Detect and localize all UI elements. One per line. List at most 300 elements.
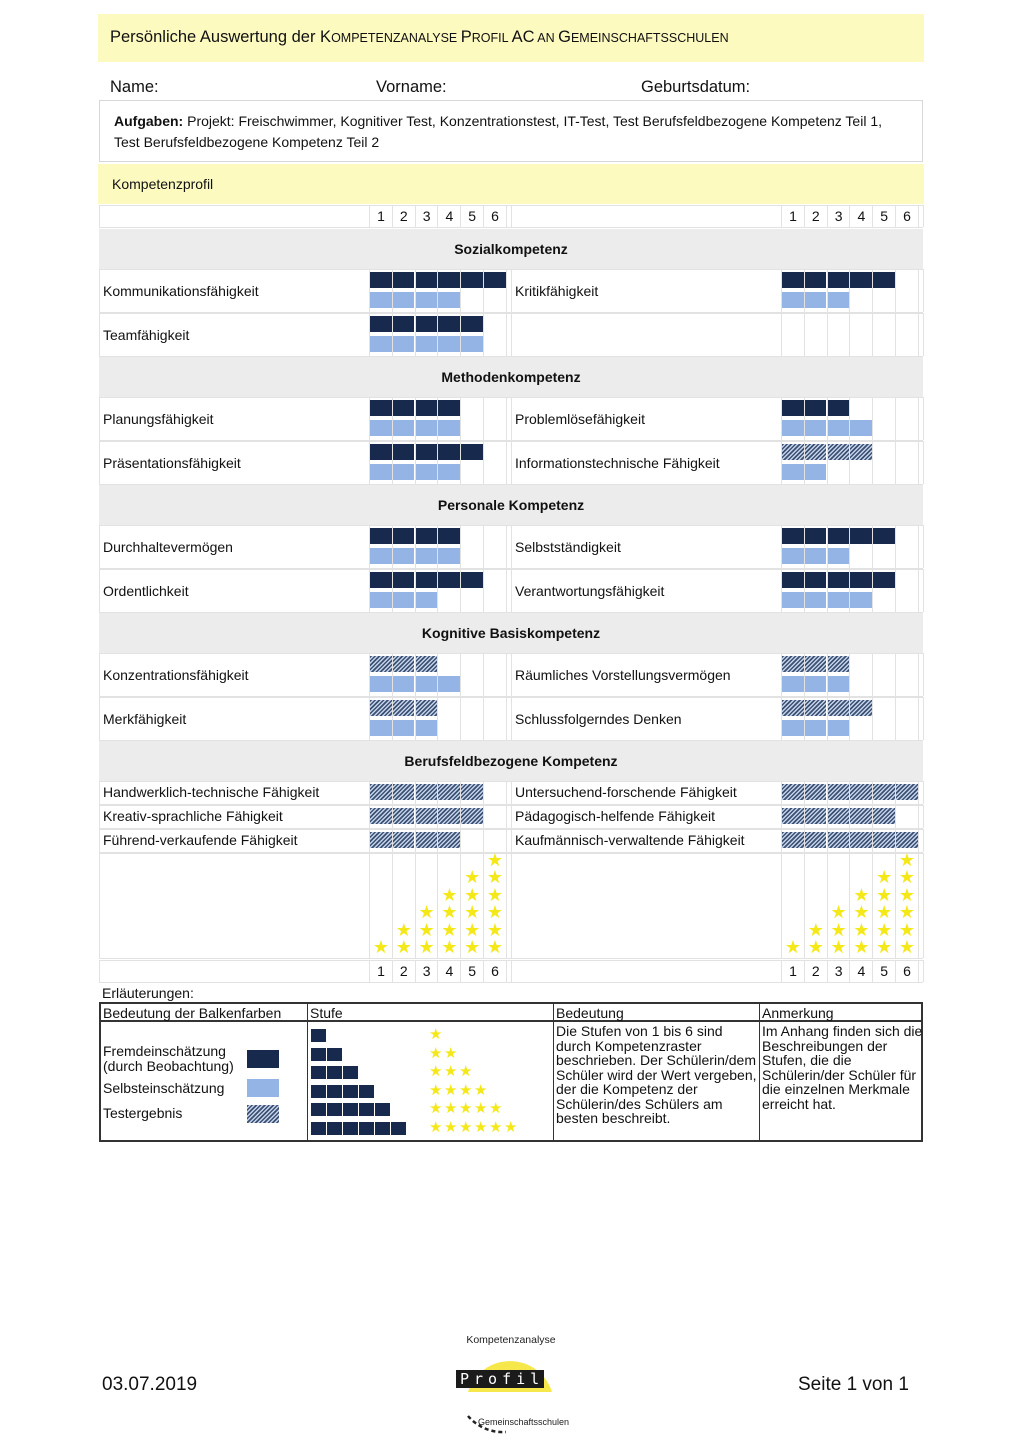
row-0-0-0-fremd-bar-3 xyxy=(416,272,438,288)
bf-row-0-0-test-bar-5 xyxy=(461,784,483,800)
row-0-0-0-fremd-bar-2 xyxy=(393,272,415,288)
bottom-right-scale-4: 4 xyxy=(857,963,866,979)
row-3-1-1-selbst-bar-1 xyxy=(782,720,804,736)
star-1-6-6: ★ xyxy=(898,849,916,870)
grid-line-v-251 xyxy=(923,960,924,982)
grid-line-v-78 xyxy=(99,441,100,484)
row-0-0-1-fremd-bar-3 xyxy=(828,272,850,288)
row-0-0-1-selbst-bar-2 xyxy=(805,292,827,308)
row-0-0-1-fremd-bar-2 xyxy=(805,272,827,288)
row-3-0-0-selbst-bar-2 xyxy=(393,676,415,692)
row-3-1-1-label: Schlussfolgerndes Denken xyxy=(515,710,682,727)
grid-line-v-56 xyxy=(918,313,919,356)
legend-stufe-block-2-0 xyxy=(311,1048,326,1061)
bf-row-0-1-test-bar-2 xyxy=(805,784,827,800)
row-3-0-1-selbst-bar-1 xyxy=(782,676,804,692)
legend-stufe-block-6-0 xyxy=(311,1122,326,1135)
grid-line-v-206 xyxy=(895,805,896,828)
star-1-5-4: ★ xyxy=(876,884,893,905)
row-3-1-0-label: Merkfähigkeit xyxy=(103,710,187,727)
row-0-0-0-fremd-bar-5 xyxy=(461,272,483,288)
legend-stufe-star-4-0: ★ xyxy=(429,1081,443,1099)
grid-line-v-93 xyxy=(506,441,507,484)
title-sc-big-1: P xyxy=(460,28,472,46)
grid-line-v-249 xyxy=(99,960,100,982)
grid-line-v-224 xyxy=(483,829,484,852)
legend-test-swatch xyxy=(247,1105,279,1123)
grid-line-v-36 xyxy=(506,269,507,312)
star-1-3-2: ★ xyxy=(830,919,847,940)
star-0-6-5: ★ xyxy=(486,867,504,887)
legend-stufe-star-5-4: ★ xyxy=(489,1100,503,1117)
legend-stufe-block-5-4 xyxy=(375,1103,390,1116)
row-3-0-1-selbst-bar-2 xyxy=(805,676,827,692)
row-2-1-1-fremd-bar-3 xyxy=(828,572,850,588)
row-0-0-0-selbst-bar-4 xyxy=(438,292,460,308)
bf-row-2-1-test-bar-2 xyxy=(805,832,827,848)
row-3-1-0-test-bar-2 xyxy=(393,700,415,716)
star-0-5-3: ★ xyxy=(464,902,481,922)
row-3-1-1-test-bar-4 xyxy=(850,700,872,716)
row-0-0-0-fremd-bar-1 xyxy=(370,272,392,288)
row-1-1-1-selbst-bar-1 xyxy=(782,464,804,480)
legend-col-stufe xyxy=(308,1004,554,1140)
bf-row-1-1-label: Pädagogisch-helfende Fähigkeit xyxy=(515,808,716,824)
legend-stufe-star-1-0: ★ xyxy=(429,1026,443,1043)
bf-row-0-1-label: Untersuchend-forschende Fähigkeit xyxy=(515,784,737,800)
row-2-0-0-selbst-bar-1 xyxy=(370,548,392,564)
legend-stufe-star-5-3: ★ xyxy=(474,1100,488,1117)
star-1-3-3: ★ xyxy=(830,902,847,922)
legend-stufe-star-4-1: ★ xyxy=(444,1081,458,1099)
star-0-6-6: ★ xyxy=(486,849,504,870)
legend-col-anmerkung xyxy=(760,1004,923,1140)
grid-line-v-155 xyxy=(511,697,512,740)
legend-title: Erläuterungen: xyxy=(102,985,194,1001)
legend-stufe-block-5-1 xyxy=(327,1103,342,1116)
row-3-0-0-selbst-bar-4 xyxy=(438,676,460,692)
row-2-1-1-selbst-bar-4 xyxy=(850,592,872,608)
grid-line-v-235 xyxy=(392,853,393,958)
row-2-1-0-fremd-bar-2 xyxy=(393,572,415,588)
bf-row-2-1-test-bar-4 xyxy=(850,832,872,848)
grid-line-v-240 xyxy=(849,853,850,958)
star-1-6-3: ★ xyxy=(898,902,916,922)
grid-line-v-186 xyxy=(483,781,484,804)
grid-line-v-98 xyxy=(511,525,512,568)
grid-line-v-192 xyxy=(99,805,100,828)
row-0-1-0-selbst-bar-3 xyxy=(416,336,438,352)
grid-line-v-42 xyxy=(923,313,924,356)
row-3-1-0-selbst-bar-3 xyxy=(416,720,438,736)
bf-row-1-1-test-bar-5 xyxy=(873,808,895,824)
row-0-0-1-selbst-bar-3 xyxy=(828,292,850,308)
star-0-4-3: ★ xyxy=(441,902,458,922)
grid-line-v-90 xyxy=(872,441,873,484)
grid-line-v-2 xyxy=(99,205,100,227)
bf-row-1-1-test-bar-4 xyxy=(850,808,872,824)
star-1-5-5: ★ xyxy=(876,867,893,887)
star-0-6-2: ★ xyxy=(486,919,504,940)
legend-fremd-swatch xyxy=(247,1050,279,1068)
legend-stufe-star-2-0: ★ xyxy=(429,1044,443,1062)
bottom-left-scale-2: 2 xyxy=(399,963,408,979)
legend-stufe-star-3-0: ★ xyxy=(429,1063,443,1080)
star-0-6-1: ★ xyxy=(486,937,504,957)
grid-line-v-40 xyxy=(99,313,100,356)
grid-line-v-145 xyxy=(849,653,850,696)
grid-line-v-112 xyxy=(506,525,507,568)
star-1-6-5: ★ xyxy=(898,867,916,887)
row-1-0-0-label: Planungsfähigkeit xyxy=(103,410,214,427)
grid-line-v-243 xyxy=(483,853,484,958)
logo-bottom-text: Gemeinschaftsschulen xyxy=(478,1417,570,1427)
legend-stufe-star-6-1: ★ xyxy=(444,1118,458,1136)
row-2-1-1-selbst-bar-1 xyxy=(782,592,804,608)
tasks-text: Projekt: Freischwimmer, Kognitiver Test, Konzentrationstest, IT-Test, Test Berufsfeldbezogene Kompetenz Teil 1, Test Berufsfeldbezogene Kompetenz Teil 2 xyxy=(114,113,882,150)
row-3-0-1-label: Räumliches Vorstellungsvermögen xyxy=(515,666,731,683)
legend-stufe-block-3-2 xyxy=(343,1066,358,1079)
grid-line-v-116 xyxy=(99,569,100,612)
grid-line-v-37 xyxy=(918,269,919,312)
grid-line-v-60 xyxy=(511,397,512,440)
profil-ac-logo xyxy=(446,1330,576,1440)
row-2-0-0-selbst-bar-2 xyxy=(393,548,415,564)
legend-stufe-block-2-1 xyxy=(327,1048,342,1061)
star-1-2-2: ★ xyxy=(807,919,824,940)
title-band xyxy=(98,14,924,62)
bottom-left-scale-4: 4 xyxy=(445,963,454,979)
row-0-0-0-selbst-bar-1 xyxy=(370,292,392,308)
star-1-6-1: ★ xyxy=(898,937,916,957)
bf-row-1-0-test-bar-4 xyxy=(438,808,460,824)
row-0-1-0-selbst-bar-2 xyxy=(393,336,415,352)
bottom-right-scale-1: 1 xyxy=(789,963,797,979)
grid-line-v-242 xyxy=(872,853,873,958)
grid-line-v-149 xyxy=(895,653,896,696)
grid-line-v-130 xyxy=(895,569,896,612)
star-0-4-1: ★ xyxy=(441,937,458,957)
grid-line-v-146 xyxy=(460,653,461,696)
bf-row-0-0-test-bar-4 xyxy=(438,784,460,800)
grid-line-h-229 xyxy=(99,958,923,959)
bottom-right-scale-6: 6 xyxy=(903,963,911,979)
row-1-0-0-fremd-bar-4 xyxy=(438,400,460,416)
row-2-1-1-fremd-bar-1 xyxy=(782,572,804,588)
page-title xyxy=(110,28,729,47)
legend-stufe-block-4-0 xyxy=(311,1085,326,1098)
section-header-0: Sozialkompetenz xyxy=(99,229,923,269)
row-2-0-1-fremd-bar-1 xyxy=(782,528,804,544)
grid-line-v-237 xyxy=(415,853,416,958)
bf-row-2-0-test-bar-2 xyxy=(393,832,415,848)
row-3-0-0-test-bar-1 xyxy=(370,656,392,672)
star-0-2-1: ★ xyxy=(395,937,412,957)
row-1-0-0-fremd-bar-1 xyxy=(370,400,392,416)
section-header-berufsfeld: Berufsfeldbezogene Kompetenz xyxy=(99,741,923,781)
grid-line-v-92 xyxy=(895,441,896,484)
title-smallcaps xyxy=(320,28,729,46)
legend-stufe-block-5-0 xyxy=(311,1103,326,1116)
row-2-0-0-fremd-bar-1 xyxy=(370,528,392,544)
legend-fremd-label: Fremdeinschätzung (durch Beobachtung) xyxy=(103,1043,234,1074)
legend-stufe-block-1-0 xyxy=(311,1029,326,1042)
grid-line-v-231 xyxy=(511,853,512,958)
row-3-0-1-test-bar-1 xyxy=(782,656,804,672)
row-3-0-0-selbst-bar-1 xyxy=(370,676,392,692)
title-sc-big-0: K xyxy=(320,28,332,46)
name-field-label: Name: xyxy=(110,78,159,96)
row-0-1-0-fremd-bar-4 xyxy=(438,316,460,332)
row-3-0-1-test-bar-2 xyxy=(805,656,827,672)
bottom-left-scale-3: 3 xyxy=(422,963,431,979)
row-3-0-0-test-bar-2 xyxy=(393,656,415,672)
bottom-left-scale-6: 6 xyxy=(491,963,499,979)
star-1-5-2: ★ xyxy=(876,919,893,940)
row-1-1-0-selbst-bar-3 xyxy=(416,464,438,480)
bottom-right-scale-3: 3 xyxy=(834,963,843,979)
top-right-scale-5: 5 xyxy=(880,208,889,224)
row-1-1-0-fremd-bar-4 xyxy=(438,444,460,460)
grid-line-v-3 xyxy=(511,205,512,227)
grid-line-v-150 xyxy=(506,653,507,696)
row-1-1-1-test-bar-3 xyxy=(828,444,850,460)
profile-label: Kompetenzprofil xyxy=(112,176,214,192)
grid-line-v-213 xyxy=(923,829,924,852)
logo-top-text: Kompetenzanalyse xyxy=(466,1334,556,1346)
row-1-1-0-fremd-bar-1 xyxy=(370,444,392,460)
legend-stufe-block-6-2 xyxy=(343,1122,358,1135)
grid-line-v-23 xyxy=(923,269,924,312)
grid-line-v-50 xyxy=(849,313,850,356)
grid-line-v-211 xyxy=(99,829,100,852)
grid-line-v-53 xyxy=(483,313,484,356)
bf-row-2-1-test-bar-5 xyxy=(873,832,895,848)
footer-date: 03.07.2019 xyxy=(102,1374,198,1395)
row-3-1-1-test-bar-3 xyxy=(828,700,850,716)
bf-row-0-1-test-bar-1 xyxy=(782,784,804,800)
legend-test-label: Testergebnis xyxy=(103,1105,183,1121)
row-3-1-1-test-bar-2 xyxy=(805,700,827,716)
legend-stufe-star-4-3: ★ xyxy=(474,1081,488,1099)
row-0-1-0-fremd-bar-3 xyxy=(416,316,438,332)
row-2-1-0-label: Ordentlichkeit xyxy=(103,582,189,599)
row-3-1-0-selbst-bar-2 xyxy=(393,720,415,736)
legend-bedeutung-text: Die Stufen von 1 bis 6 sind durch Kompetenzraster beschrieben. Der Schülerin/dem Schüler wird der Wert vergeben, der die Kompetenz der Schülerin/des Schülers am besten beschreibt. xyxy=(556,1023,757,1126)
profile-band xyxy=(98,164,924,204)
bf-row-2-1-label: Kaufmännisch-verwaltende Fähigkeit xyxy=(515,832,745,848)
bf-row-1-1-test-bar-1 xyxy=(782,808,804,824)
bf-row-1-0-test-bar-2 xyxy=(393,808,415,824)
grid-line-v-227 xyxy=(918,829,919,852)
grid-line-v-73 xyxy=(895,397,896,440)
grid-line-v-238 xyxy=(827,853,828,958)
row-0-0-0-selbst-bar-3 xyxy=(416,292,438,308)
grid-line-v-59 xyxy=(99,397,100,440)
row-2-1-1-selbst-bar-2 xyxy=(805,592,827,608)
row-2-1-0-selbst-bar-3 xyxy=(416,592,438,608)
grid-line-h-248 xyxy=(99,982,923,983)
row-2-1-1-fremd-bar-4 xyxy=(850,572,872,588)
row-0-0-0-fremd-bar-6 xyxy=(484,272,506,288)
section-header-2: Personale Kompetenz xyxy=(99,485,923,525)
row-0-1-0-label: Teamfähigkeit xyxy=(103,326,190,343)
grid-line-v-205 xyxy=(483,805,484,828)
legend-stufe-star-2-1: ★ xyxy=(444,1044,458,1062)
legend-col-colors xyxy=(101,1004,308,1140)
legend-stufe-star-5-1: ★ xyxy=(444,1100,458,1117)
grid-line-v-245 xyxy=(506,853,507,958)
row-1-0-0-selbst-bar-3 xyxy=(416,420,438,436)
row-2-1-0-fremd-bar-5 xyxy=(461,572,483,588)
star-0-4-4: ★ xyxy=(441,884,458,905)
legend-col-bedeutung xyxy=(554,1004,760,1140)
row-1-0-1-fremd-bar-2 xyxy=(805,400,827,416)
star-0-6-3: ★ xyxy=(486,902,504,922)
grid-line-v-170 xyxy=(918,697,919,740)
star-1-6-4: ★ xyxy=(898,884,916,905)
legend-stufe-star-6-3: ★ xyxy=(474,1118,488,1136)
row-3-1-0-test-bar-3 xyxy=(416,700,438,716)
legend-stufe-block-6-1 xyxy=(327,1122,342,1135)
grid-line-v-239 xyxy=(437,853,438,958)
grid-line-v-156 xyxy=(923,697,924,740)
row-0-1-0-selbst-bar-5 xyxy=(461,336,483,352)
grid-line-v-21 xyxy=(99,269,100,312)
row-0-1-0-selbst-bar-4 xyxy=(438,336,460,352)
row-1-0-1-selbst-bar-2 xyxy=(805,420,827,436)
grid-line-v-174 xyxy=(511,781,512,804)
bf-row-1-0-test-bar-5 xyxy=(461,808,483,824)
grid-line-v-168 xyxy=(895,697,896,740)
bf-row-2-0-test-bar-4 xyxy=(438,832,460,848)
grid-line-v-61 xyxy=(923,397,924,440)
grid-line-v-72 xyxy=(483,397,484,440)
row-1-0-1-fremd-bar-1 xyxy=(782,400,804,416)
legend-head-stufe: Stufe xyxy=(308,1004,553,1022)
grid-line-v-169 xyxy=(506,697,507,740)
row-2-1-0-fremd-bar-3 xyxy=(416,572,438,588)
row-2-0-1-selbst-bar-1 xyxy=(782,548,804,564)
title-main: Persönliche Auswertung der xyxy=(110,28,321,46)
legend-head-bedeutung: Bedeutung xyxy=(554,1004,759,1022)
legend-stufe-star-5-2: ★ xyxy=(459,1100,473,1117)
top-right-scale-2: 2 xyxy=(811,208,820,224)
title-sc-small-3: EMEINSCHAFTSSCHULEN xyxy=(570,31,729,45)
grid-line-v-154 xyxy=(99,697,100,740)
bf-row-0-0-test-bar-1 xyxy=(370,784,392,800)
star-1-5-1: ★ xyxy=(876,937,893,957)
grid-line-v-46 xyxy=(804,313,805,356)
row-3-0-0-test-bar-3 xyxy=(416,656,438,672)
bottom-right-scale-2: 2 xyxy=(811,963,820,979)
star-0-3-3: ★ xyxy=(418,902,435,922)
footer-page-number: Seite 1 von 1 xyxy=(798,1374,909,1395)
grid-line-v-173 xyxy=(99,781,100,804)
bottom-left-scale-1: 1 xyxy=(377,963,385,979)
title-sc-small-2: AN xyxy=(534,31,559,45)
legend-stufe-block-4-2 xyxy=(343,1085,358,1098)
star-1-1-1: ★ xyxy=(784,937,802,957)
row-1-0-0-fremd-bar-2 xyxy=(393,400,415,416)
grid-line-v-91 xyxy=(483,441,484,484)
legend-stufe-star-6-0: ★ xyxy=(429,1118,443,1136)
row-1-1-1-label: Informationstechnische Fähigkeit xyxy=(515,454,720,471)
grid-line-v-207 xyxy=(506,805,507,828)
logo-ac-text: AC xyxy=(510,1389,536,1408)
grid-line-v-108 xyxy=(460,525,461,568)
legend-stufe-star-5-0: ★ xyxy=(429,1100,443,1117)
row-1-0-1-label: Problemlösefähigkeit xyxy=(515,410,645,427)
legend-stufe-star-4-2: ★ xyxy=(459,1081,473,1099)
grid-line-v-193 xyxy=(511,805,512,828)
star-1-3-1: ★ xyxy=(830,937,847,957)
grid-line-v-135 xyxy=(99,653,100,696)
legend-anmerkung-text: Im Anhang finden sich die Beschreibungen der Stufen, die die Schülerin/der Schüler für die einzelnen Merkmale erreicht hat. xyxy=(762,1023,923,1112)
legend-stufe-block-6-5 xyxy=(391,1122,406,1135)
row-3-0-1-test-bar-3 xyxy=(828,656,850,672)
grid-line-v-250 xyxy=(511,960,512,982)
grid-line-v-226 xyxy=(506,829,507,852)
row-0-0-1-fremd-bar-5 xyxy=(873,272,895,288)
legend-table xyxy=(99,1002,923,1142)
row-2-1-1-fremd-bar-5 xyxy=(873,572,895,588)
row-2-1-0-selbst-bar-1 xyxy=(370,592,392,608)
row-0-1-0-fremd-bar-5 xyxy=(461,316,483,332)
bf-row-2-0-test-bar-3 xyxy=(416,832,438,848)
row-2-0-0-label: Durchhaltevermögen xyxy=(103,538,233,555)
star-0-5-2: ★ xyxy=(464,919,481,940)
bf-row-1-0-label: Kreativ-sprachliche Fähigkeit xyxy=(103,808,283,824)
legend-stufe-block-4-3 xyxy=(359,1085,374,1098)
row-2-0-0-fremd-bar-3 xyxy=(416,528,438,544)
star-1-4-3: ★ xyxy=(853,902,870,922)
row-3-0-1-selbst-bar-3 xyxy=(828,676,850,692)
legend-stufe-block-5-3 xyxy=(359,1103,374,1116)
row-2-0-1-selbst-bar-3 xyxy=(828,548,850,564)
row-1-1-1-test-bar-4 xyxy=(850,444,872,460)
bf-row-0-1-test-bar-5 xyxy=(873,784,895,800)
grid-line-v-236 xyxy=(804,853,805,958)
grid-line-v-74 xyxy=(506,397,507,440)
top-left-scale-5: 5 xyxy=(468,208,477,224)
grid-line-v-80 xyxy=(923,441,924,484)
grid-line-v-97 xyxy=(99,525,100,568)
grid-line-v-99 xyxy=(923,525,924,568)
row-0-0-1-label: Kritikfähigkeit xyxy=(515,282,599,299)
grid-line-v-132 xyxy=(918,569,919,612)
title-sc-big-3: G xyxy=(558,28,571,46)
top-left-scale-2: 2 xyxy=(399,208,408,224)
legend-head-colors: Bedeutung der Balkenfarben xyxy=(101,1004,307,1022)
bf-row-0-1-test-bar-4 xyxy=(850,784,872,800)
row-1-0-1-selbst-bar-4 xyxy=(850,420,872,436)
grid-line-v-151 xyxy=(918,653,919,696)
legend-stufe-star-3-1: ★ xyxy=(444,1063,458,1080)
row-2-1-1-label: Verantwortungsfähigkeit xyxy=(515,582,665,599)
section-header-3: Kognitive Basiskompetenz xyxy=(99,613,923,653)
row-0-0-0-selbst-bar-2 xyxy=(393,292,415,308)
row-0-1-0-fremd-bar-1 xyxy=(370,316,392,332)
row-3-0-0-label: Konzentrationsfähigkeit xyxy=(103,666,249,683)
legend-selbst-swatch xyxy=(247,1079,279,1097)
grid-line-v-79 xyxy=(511,441,512,484)
grid-line-v-136 xyxy=(511,653,512,696)
tasks-label: Aufgaben: xyxy=(114,113,184,129)
vorname-field-label: Vorname: xyxy=(376,78,447,96)
row-2-0-0-selbst-bar-4 xyxy=(438,548,460,564)
top-left-scale-6: 6 xyxy=(491,208,499,224)
